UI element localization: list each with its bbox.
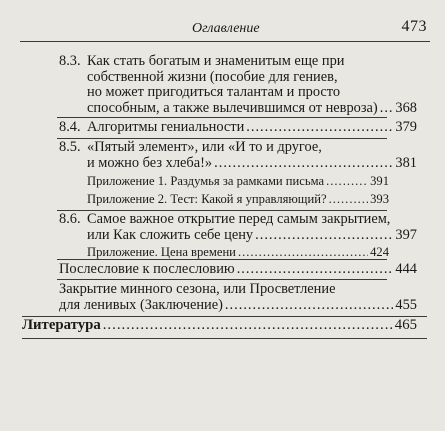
entry-title-line: Послесловие к послесловию (59, 261, 235, 277)
entry-title-line: собственной жизни (пособие для гениев, (87, 68, 338, 85)
entry-number: 8.5. (59, 139, 81, 155)
running-title: Оглавление (192, 21, 260, 36)
bottom-rule (22, 338, 427, 339)
dot-leader (225, 298, 393, 314)
entry-title-line: Приложение. Цена времени (87, 245, 236, 259)
entry-page: 379 (395, 119, 417, 135)
toc-entry-appendix-1[interactable] (87, 174, 389, 190)
entry-divider (57, 117, 387, 118)
dot-leader (237, 262, 394, 278)
dot-leader (329, 192, 369, 208)
entry-number: 8.6. (59, 211, 81, 227)
entry-divider (57, 279, 387, 280)
entry-title-line: Самое важное открытие перед самым закрытием, (87, 211, 391, 227)
dot-leader (255, 228, 393, 244)
dot-leader (246, 120, 393, 136)
toc-entry-conclusion[interactable] (59, 282, 417, 313)
entry-title-line: способным, а также вылечившимся от невроза) (87, 99, 378, 116)
entry-page: 381 (395, 154, 417, 171)
toc-entry-afterword[interactable] (59, 262, 417, 278)
entry-title-line: но может пригодиться талантам и просто (87, 84, 341, 101)
page-header (22, 18, 427, 40)
page-number: 473 (401, 18, 427, 35)
entry-title-line: «Пятый элемент», или «И то и другое, (87, 139, 322, 155)
entry-page: 465 (394, 317, 417, 333)
entry-title-line: Закрытие минного сезона, или Просветление (59, 281, 336, 297)
entry-number: 8.4. (59, 119, 81, 135)
entry-title-line: и можно без хлеба!» (87, 154, 213, 171)
dot-leader (103, 318, 393, 334)
entry-page: 444 (395, 261, 417, 277)
toc-entry-appendix-2[interactable] (87, 192, 389, 208)
dot-leader (380, 101, 394, 117)
dot-leader (326, 174, 368, 190)
entry-title-line: Приложение 2. Тест: Какой я управляющий? (87, 192, 327, 206)
entry-title-line: Литература (22, 317, 101, 333)
dot-leader (214, 156, 393, 172)
entry-title-line: Приложение 1. Раздумья за рамками письма (87, 174, 325, 188)
entry-page: 397 (395, 226, 417, 243)
toc-entry-literature[interactable] (22, 318, 417, 334)
entry-number: 8.3. (59, 53, 81, 69)
entry-page: 393 (370, 192, 389, 206)
header-rule (20, 41, 430, 42)
entry-page: 424 (370, 245, 389, 259)
entry-page: 455 (395, 296, 417, 313)
entry-page: 368 (395, 99, 417, 116)
entry-title-line: Алгоритмы гениальности (87, 119, 245, 135)
entry-page: 391 (370, 174, 389, 188)
entry-title-line: для ленивых (Заключение) (59, 296, 223, 313)
entry-title-line: или Как сложить себе цену (87, 226, 254, 243)
entry-divider (57, 259, 387, 260)
entry-title-line: Как стать богатым и знаменитым еще при (87, 53, 345, 69)
